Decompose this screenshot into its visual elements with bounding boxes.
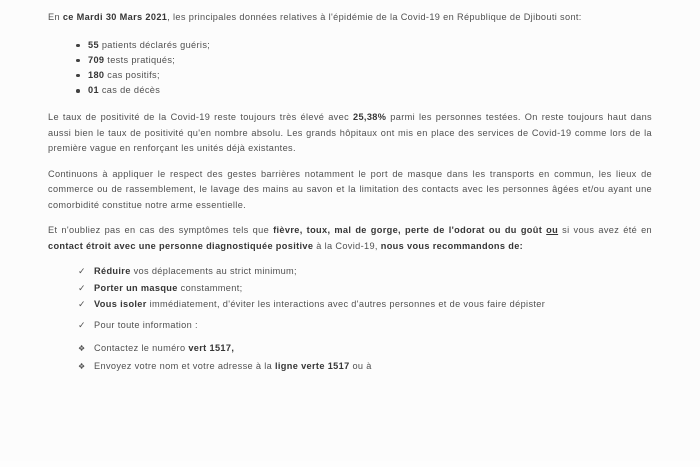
list-item	[76, 53, 652, 68]
barrier-measures-paragraph: Continuons à appliquer le respect des gestes barrières notamment le port de masque dans les transports en commun, les lieux de commerce ou de rassemblement, le lavage des mains au savon et la limitation des contacts avec les personnes âgées et/ou ayant une comorbidité constitue notre arme essentielle.	[48, 168, 652, 210]
recommendations-list	[48, 264, 652, 333]
positivity-paragraph	[48, 110, 652, 157]
recommendation-text: immédiatement, d'éviter les interactions avec d'autres personnes et de vous faire dépister	[146, 298, 546, 309]
diamond-icon: ❖	[78, 344, 86, 354]
intro-paragraph	[48, 10, 652, 26]
stat-value: 709	[88, 54, 105, 65]
contact-number: vert 1517,	[188, 343, 235, 354]
contact-line: ligne verte 1517	[275, 360, 350, 371]
stat-label: tests pratiqués;	[107, 54, 176, 65]
symptoms-or: ou	[546, 225, 559, 236]
list-item	[78, 297, 652, 312]
positivity-text-1: Le taux de positivité de la Covid-19 reste toujours très élevé avec	[48, 112, 354, 123]
recommendation-text: constamment;	[177, 282, 243, 293]
intro-date: ce Mardi 30 Mars 2021	[62, 12, 168, 22]
recommendation-lead: nous vous recommandons de:	[380, 240, 524, 251]
stat-label: patients déclarés guéris;	[101, 39, 211, 50]
check-icon: ✓	[78, 319, 86, 330]
list-item	[76, 68, 652, 83]
list-item	[76, 83, 652, 98]
stat-label: cas de décès	[101, 85, 161, 96]
check-icon: ✓	[78, 266, 86, 277]
stat-label: cas positifs;	[107, 69, 160, 80]
symptoms-list: fièvre, toux, mal de gorge, perte de l'odorat ou du goût	[273, 225, 543, 236]
list-item	[78, 359, 652, 374]
contacts-list	[48, 341, 652, 374]
recommendation-bold: Vous isoler	[94, 298, 147, 309]
list-item	[76, 38, 652, 53]
positivity-rate: 25,38%	[353, 112, 387, 123]
diamond-icon: ❖	[78, 361, 86, 371]
stat-value: 55	[88, 39, 99, 50]
recommendation-bold: Porter un masque	[94, 282, 178, 293]
intro-lead-rest: , les principales données relatives à l'épidémie de la Covid-19 en République de Djibouti sont:	[167, 12, 582, 22]
recommendation-bold: Réduire	[94, 266, 131, 277]
contact-text: Envoyez votre nom et votre adresse à la	[94, 360, 275, 371]
list-item	[78, 264, 652, 279]
stat-value: 01	[88, 85, 99, 96]
positivity-text-2: parmi les personnes testées. On reste toujours haut dans aussi bien le taux de positivité qu'en nombre absolu. Les grands hôpitaux ont mis en place des services de Covid-19 comme lors de la première vague en renforçant les unités déjà existantes.	[48, 112, 652, 154]
page-bottom-clip	[0, 461, 700, 467]
intro-lead-prefix: En	[48, 12, 63, 22]
list-item	[78, 341, 652, 356]
recommendation-text: vos déplacements au strict minimum;	[130, 266, 297, 277]
symptoms-text-2: si vous avez été en	[558, 225, 653, 236]
check-icon: ✓	[78, 298, 86, 309]
contact-text: Contactez le numéro	[94, 343, 189, 354]
check-icon: ✓	[78, 282, 86, 293]
symptoms-paragraph	[48, 223, 652, 254]
list-item	[78, 318, 652, 333]
recommendation-text: Pour toute information :	[94, 319, 198, 330]
stats-list	[48, 38, 652, 99]
stat-value: 180	[88, 69, 105, 80]
close-contact-phrase: contact étroit avec une personne diagnostiquée positive	[48, 240, 314, 251]
contact-tail: ou à	[349, 360, 372, 371]
symptoms-text-3: à la Covid-19,	[313, 240, 381, 251]
symptoms-text-1: Et n'oubliez pas en cas des symptômes tels que	[48, 225, 274, 236]
list-item	[78, 281, 652, 296]
